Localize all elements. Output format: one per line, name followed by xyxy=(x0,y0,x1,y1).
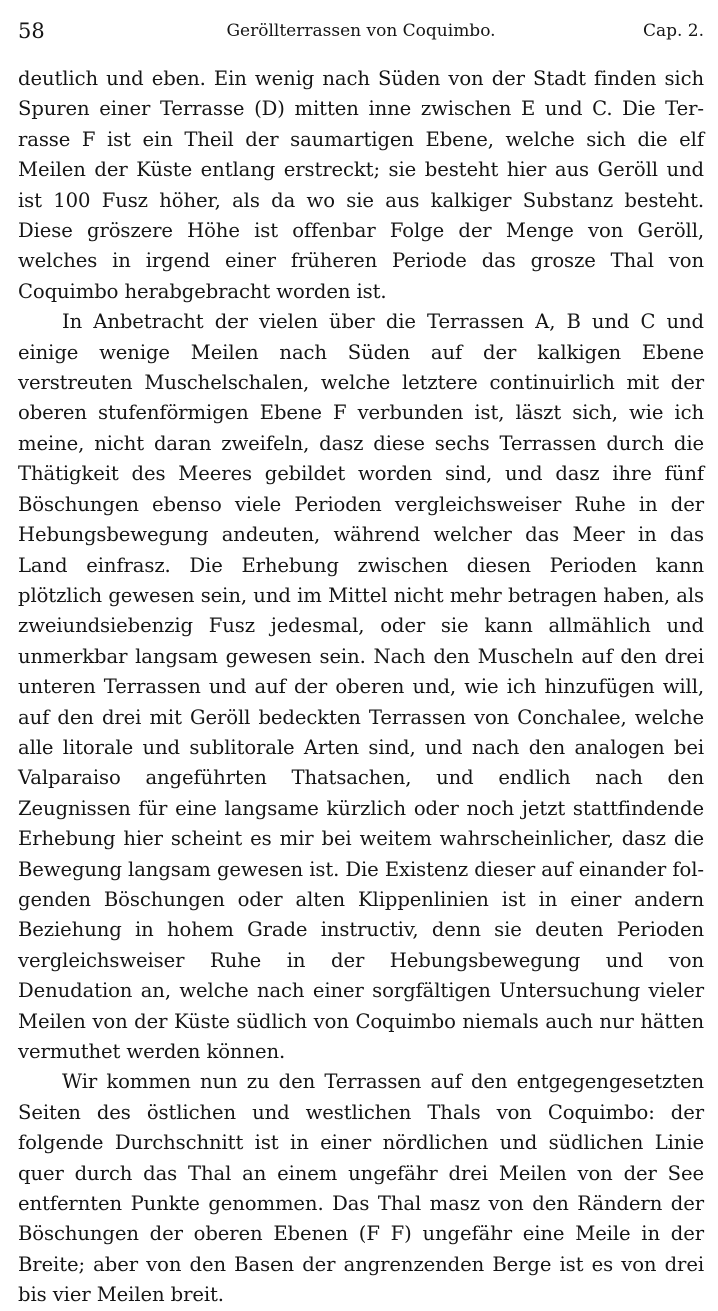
page-header xyxy=(18,14,704,48)
paragraph-1: deutlich und eben. Ein wenig nach Süden von der Stadt finden sich Spuren einer Terrasse (D) mitten inne zwischen E und C. Die Terrasse F ist ein Theil der saumartigen Ebene, welche sich die elf Meilen der Küste entlang erstreckt; sie besteht hier aus Geröll und ist 100 Fusz höher, als da wo sie aus kalkiger Substanz besteht. Diese gröszere Höhe ist offenbar Folge der Menge von Geröll, welches in irgend einer früheren Periode das grosze Thal von Coquimbo herabgebracht worden ist. xyxy=(18,67,704,303)
chapter-label: Cap. 2. xyxy=(642,21,704,41)
page-body xyxy=(18,64,704,1311)
paragraph-2: In Anbetracht der vielen über die Terrassen A, B und C und einige wenige Meilen nach Süden auf der kalkigen Ebene verstreuten Muschelschalen, welche letztere continuirlich mit der oberen stufenförmigen Ebene F verbunden ist, läszt sich, wie ich meine, nicht daran zweifeln, dasz diese sechs Terrassen durch die Thätigkeit des Meeres gebildet worden sind, und dasz ihre fünf Böschungen ebenso viele Perioden vergleichsweiser Ruhe in der Hebungsbewegung andeuten, während welcher das Meer in das Land einfrasz. Die Erhebung zwischen diesen Perioden kann plötzlich gewesen sein, und im Mittel nicht mehr betragen haben, als zweiundsiebenzig Fusz jedesmal, oder sie kann allmählich und unmerkbar langsam gewesen sein. Nach den Muscheln auf den drei unteren Terrassen und auf der oberen und, wie ich hinzufügen will, auf den drei mit Geröll bedeckten Terrassen von Conchalee, welche alle litorale und sublitorale Arten sind, und nach den analogen bei Valparaiso angeführten Thatsachen, und endlich nach den Zeugnissen für eine langsame kürzlich oder noch jetzt stattfindende Erhebung hier scheint es mir bei weitem wahrscheinlicher, dasz die Bewegung langsam gewesen ist. Die Existenz dieser auf einander folgenden Böschungen oder alten Klippenlinien ist in einer andern Beziehung in hohem Grade instructiv, denn sie deuten Perioden vergleichsweiser Ruhe in der Hebungsbewegung und von Denudation an, welche nach einer sorgfältigen Untersuchung vieler Meilen von der Küste südlich von Coquimbo niemals auch nur hätten vermuthet werden können. xyxy=(18,310,704,1063)
running-title: Geröllterrassen von Coquimbo. xyxy=(226,21,496,41)
page-number: 58 xyxy=(18,19,45,43)
paragraph-3: Wir kommen nun zu den Terrassen auf den entgegengesetzten Seiten des östlichen und westlichen Thals von Coquimbo: der folgende Durchschnitt ist in einer nördlichen und südlichen Linie quer durch das Thal an einem ungefähr drei Meilen von der See entfernten Punkte genommen. Das Thal masz von den Rändern der Böschungen der oberen Ebenen (F F) ungefähr eine Meile in der Breite; aber von den Basen der angrenzenden Berge ist es von drei bis vier Meilen breit. xyxy=(18,1070,704,1307)
